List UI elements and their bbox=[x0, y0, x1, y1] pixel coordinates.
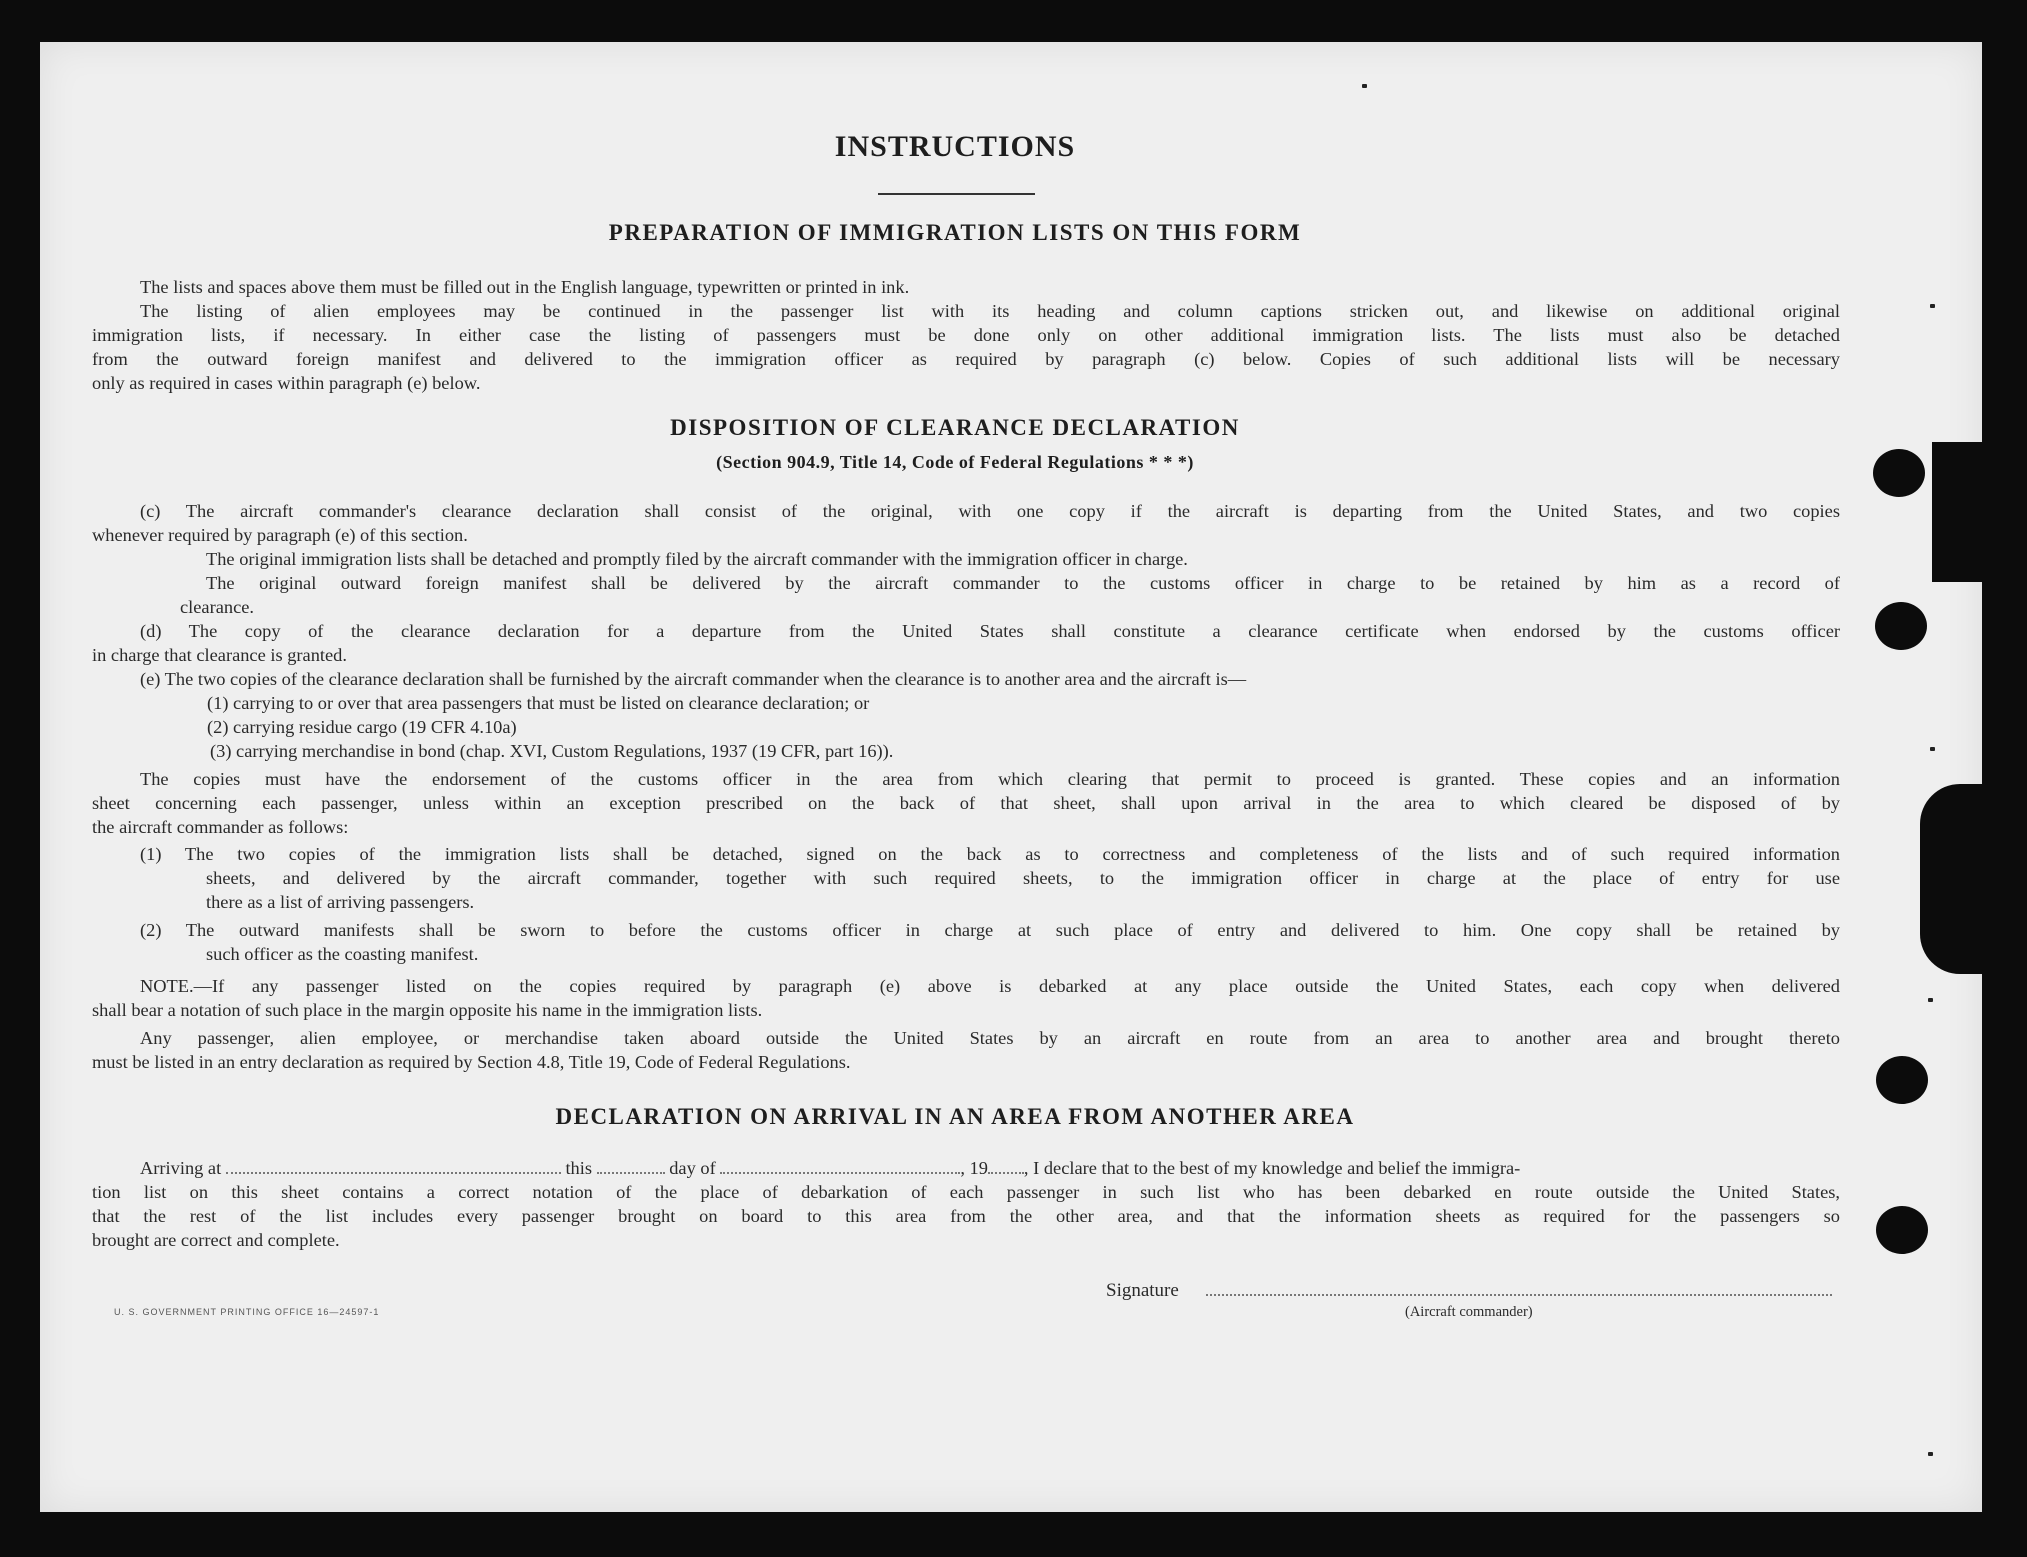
list-item: such officer as the coasting manifest. bbox=[206, 944, 479, 964]
paragraph-line: immigration lists, if necessary. In either case the listing of passengers must be done only on other additional immigration lists. The lists must also be detached bbox=[92, 325, 1840, 345]
paragraph-line: tion list on this sheet contains a correct notation of the place of debarkation of each passenger in such list who has been debarked en route outside the United States, bbox=[92, 1182, 1840, 1202]
year-prefix-label: , 19 bbox=[960, 1158, 988, 1178]
paragraph-line: only as required in cases within paragraph (e) below. bbox=[92, 373, 481, 393]
paragraph-line: must be listed in an entry declaration as required by Section 4.8, Title 19, Code of Federal Regulations. bbox=[92, 1052, 851, 1072]
paragraph-line: sheet concerning each passenger, unless within an exception prescribed on the back of that sheet, shall upon arrival in the area to which cleared be disposed of by bbox=[92, 793, 1840, 813]
paragraph-line: The lists and spaces above them must be filled out in the English language, typewritten or printed in ink. bbox=[140, 277, 910, 297]
paragraph-line: brought are correct and complete. bbox=[92, 1230, 340, 1250]
paragraph-line: (e) The two copies of the clearance declaration shall be furnished by the aircraft commander when the clearance is to another area and the aircraft is— bbox=[140, 669, 1247, 689]
list-item: (1) The two copies of the immigration lists shall be detached, signed on the back as to correctness and completeness of the lists and of such required information bbox=[140, 844, 1840, 864]
declaration-text: , I declare that to the best of my knowledge and belief the immigra- bbox=[1023, 1158, 1521, 1178]
paragraph-line: (d) The copy of the clearance declaration for a departure from the United States shall constitute a clearance certificate when endorsed by the customs officer bbox=[140, 621, 1840, 641]
section-heading-disposition: DISPOSITION OF CLEARANCE DECLARATION bbox=[670, 415, 1240, 440]
paragraph-line: The listing of alien employees may be continued in the passenger list with its heading and column captions stricken out, and likewise on additional original bbox=[140, 301, 1840, 321]
this-label: this bbox=[565, 1158, 593, 1178]
paragraph-line: in charge that clearance is granted. bbox=[92, 645, 347, 665]
list-item: (2) The outward manifests shall be sworn to before the customs officer in charge at such place of entry and delivered to him. One copy shall be retained by bbox=[140, 920, 1840, 940]
paragraph-line: from the outward foreign manifest and delivered to the immigration officer as required by paragraph (c) below. Copies of such additional lists will be necessary bbox=[92, 349, 1840, 369]
paragraph-line: the aircraft commander as follows: bbox=[92, 817, 349, 837]
signature-caption: (Aircraft commander) bbox=[1405, 1304, 1533, 1320]
list-item: (2) carrying residue cargo (19 CFR 4.10a) bbox=[207, 717, 517, 737]
declaration-first-line bbox=[140, 1156, 1840, 1180]
signature-field[interactable] bbox=[1206, 1294, 1832, 1296]
note-line: NOTE.—If any passenger listed on the copies required by paragraph (e) above is debarked at any place outside the United States, each copy when delivered bbox=[140, 976, 1840, 996]
paragraph-line: whenever required by paragraph (e) of this section. bbox=[92, 525, 468, 545]
day-number-field[interactable] bbox=[597, 1158, 665, 1174]
list-item: (1) carrying to or over that area passengers that must be listed on clearance declaration; or bbox=[207, 693, 870, 713]
document-page bbox=[40, 42, 1982, 1512]
paragraph-line: clearance. bbox=[180, 597, 255, 617]
list-item: there as a list of arriving passengers. bbox=[206, 892, 475, 912]
paragraph-line: The original immigration lists shall be detached and promptly filed by the aircraft commander with the immigration officer in charge. bbox=[206, 549, 1188, 569]
arriving-at-field[interactable] bbox=[226, 1158, 561, 1174]
day-of-label: day of bbox=[669, 1158, 716, 1178]
paragraph-line: The copies must have the endorsement of the customs officer in the area from which clearing that permit to proceed is granted. These copies and an information bbox=[140, 769, 1840, 789]
section-heading-declaration: DECLARATION ON ARRIVAL IN AN AREA FROM ANOTHER AREA bbox=[555, 1104, 1355, 1129]
signature-label: Signature bbox=[1106, 1280, 1179, 1301]
page-title: INSTRUCTIONS bbox=[834, 130, 1076, 163]
title-underline bbox=[878, 193, 1035, 195]
section-heading-preparation: PREPARATION OF IMMIGRATION LISTS ON THIS FORM bbox=[608, 220, 1302, 245]
arriving-at-label: Arriving at bbox=[140, 1158, 222, 1178]
section-subheading-regulation: (Section 904.9, Title 14, Code of Federal Regulations * * *) bbox=[716, 452, 1194, 472]
year-field[interactable] bbox=[988, 1158, 1024, 1174]
paragraph-line: The original outward foreign manifest shall be delivered by the aircraft commander to the customs officer in charge to be retained by him as a record of bbox=[206, 573, 1840, 593]
list-item: (3) carrying merchandise in bond (chap. XVI, Custom Regulations, 1937 (19 CFR, part 16)). bbox=[210, 741, 894, 761]
note-line: shall bear a notation of such place in the margin opposite his name in the immigration lists. bbox=[92, 1000, 763, 1020]
instructions-content bbox=[40, 42, 1982, 1512]
paragraph-line: Any passenger, alien employee, or merchandise taken aboard outside the United States by an aircraft en route from an area to another area and brought thereto bbox=[140, 1028, 1840, 1048]
paragraph-line: that the rest of the list includes every passenger brought on board to this area from the other area, and that the information sheets as required for the passengers so bbox=[92, 1206, 1840, 1226]
list-item: sheets, and delivered by the aircraft commander, together with such required sheets, to the immigration officer in charge at the place of entry for use bbox=[206, 868, 1840, 888]
paragraph-line: (c) The aircraft commander's clearance declaration shall consist of the original, with one copy if the aircraft is departing from the United States, and two copies bbox=[140, 501, 1840, 521]
printer-imprint: U. S. GOVERNMENT PRINTING OFFICE 16—24597-1 bbox=[114, 1307, 380, 1317]
month-field[interactable] bbox=[720, 1158, 960, 1174]
